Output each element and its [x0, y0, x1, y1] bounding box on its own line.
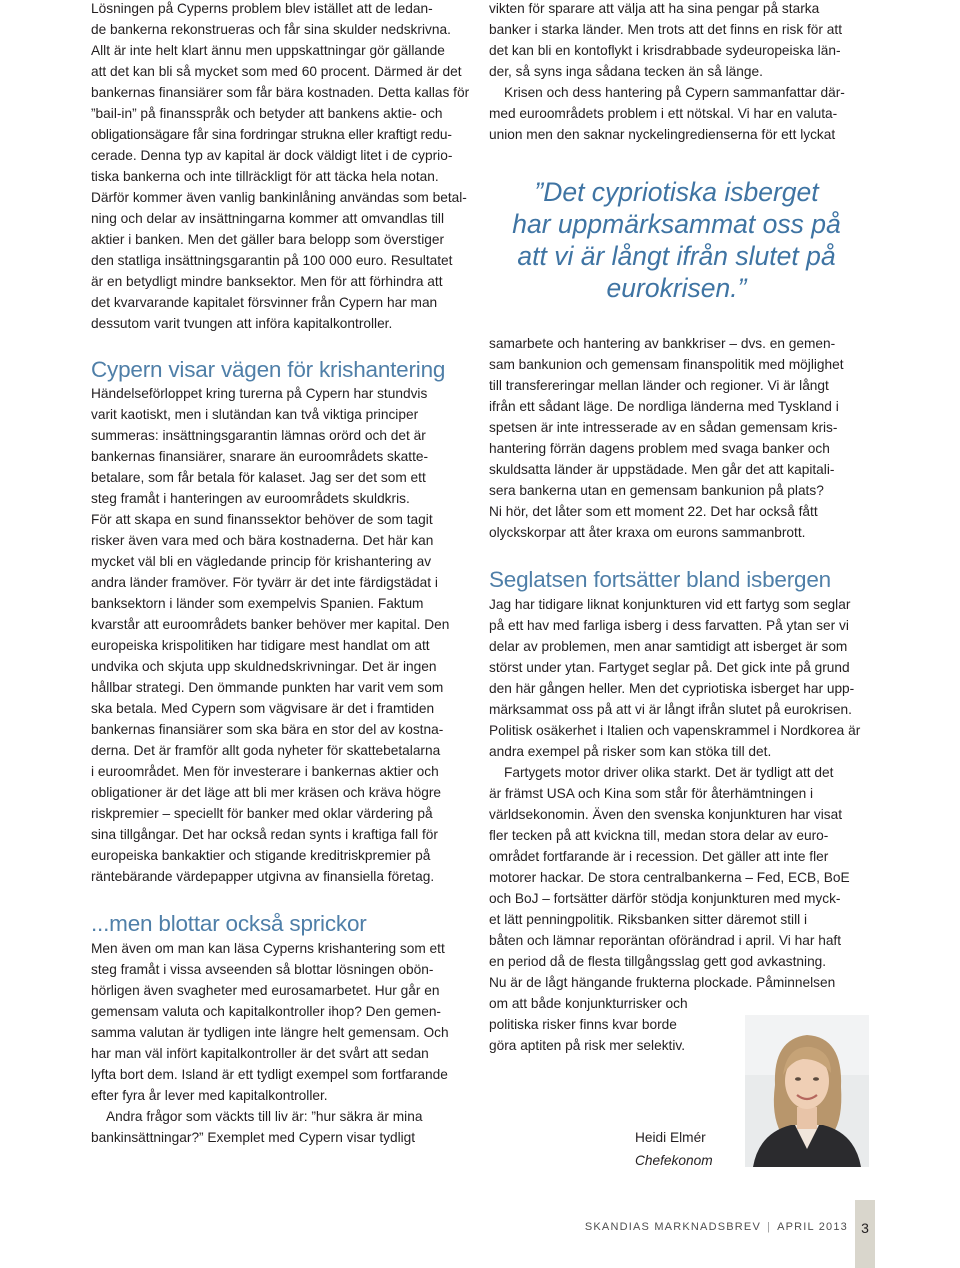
text-line: sam bankunion och gemensam finanspolitik med möjlighet [489, 357, 844, 372]
text-line: med euroområdets problem i ett nötskal. Vi har en valuta- [489, 106, 838, 121]
text-line: göra aptiten på risk mer selektiv. [489, 1038, 686, 1053]
signature-title: Chefekonom [635, 1153, 713, 1168]
text-line: hörligen även svagheter med eurosamarbetet. Hur går en [91, 983, 440, 998]
page-footer [580, 1221, 848, 1233]
text-line: Därför kommer även vanlig bankinlåning användas som betal- [91, 190, 467, 205]
text-line: mycket väl bli en vägledande princip för krishantering av [91, 554, 432, 569]
text-line: bankernas finansiärer som får bära kostnaden. Detta kallas för [91, 85, 470, 100]
text-line: steg framåt i vissa avseenden så blottar lösningen obön- [91, 962, 434, 977]
text-line: hantering förrän dagens problem med svaga banker och [489, 441, 830, 456]
text-line: derna. Det är framför allt goda nyheter för skattebetalarna [91, 743, 441, 758]
intro-paragraph [91, 0, 469, 334]
author-portrait-illustration [745, 1015, 869, 1167]
text-line: andra länder framöver. För tyvärr är det inte färdigstädat i [91, 575, 438, 590]
text-line: världsekonomin. Även den svenska konjunkturen har visat [489, 807, 843, 822]
text-line: der, så syns inga sådana tecken än så länge. [489, 64, 763, 79]
text-line: banksektorn i länder som exempelvis Spanien. Faktum [91, 596, 424, 611]
signature-name: Heidi Elmér [635, 1130, 706, 1145]
section-crisis-management-body [91, 383, 449, 887]
text-line: störst under ytan. Fartyget seglar på. Det gick inte på grund [489, 660, 850, 675]
text-line: obligationsägare får sina fordringar strukna eller kraftigt redu- [91, 127, 452, 142]
text-line: den här gången heller. Men det cypriotiska isberget har upp- [489, 681, 855, 696]
text-line: bankernas finansiärer, snarare än euroområdets skatte- [91, 449, 429, 464]
text-line: aktier i banken. Men det gäller bara belopp som överstiger [91, 232, 445, 247]
text-line: obligationer är det läge att bli mer kräsen och kräva högre [91, 785, 441, 800]
text-line: vikten för sparare att välja att ha sina pengar på starka [489, 1, 820, 16]
text-line: ning och delar av insättningarna kommer att omvandlas till [91, 211, 445, 226]
text-line: Andra frågor som väckts till liv är: ”hur säkra är mina [106, 1109, 423, 1124]
text-line: delar av problemen, men anar samtidigt att isberget är som [489, 639, 848, 654]
text-line: Lösningen på Cyperns problem blev istället att de ledan- [91, 1, 433, 16]
text-line: Politisk osäkerhet i Italien och vapenskrammel i Nordkorea är [489, 723, 861, 738]
text-line: samarbete och hantering av bankkriser – dvs. en gemen- [489, 336, 836, 351]
text-line: hållbar strategi. Den ömmande punkten har varit vem som [91, 680, 444, 695]
text-line: ifrån ett sådant läge. De nordliga länderna med Tyskland i [489, 399, 839, 414]
text-line: Fartygets motor driver olika starkt. Det är tydligt att det [504, 765, 834, 780]
text-line: Nu är de lågt hängande frukterna plockade. Påminnelsen [489, 975, 836, 990]
text-line: gemensam valuta och kapitalkontroller ihop? Den gemen- [91, 1004, 441, 1019]
section-heading-voyage: Seglatsen fortsätter bland isbergen [489, 567, 831, 592]
text-line: steg framåt i hanteringen av euroområdets skuldkris. [91, 491, 410, 506]
section-voyage-body [489, 594, 860, 1056]
text-line: varit kaotiskt, men i slutändan kan två viktiga principer [91, 407, 419, 422]
text-line: olyckskorpar att åter kraxa om eurons sammanbrott. [489, 525, 806, 540]
text-line: Krisen och dess hantering på Cypern sammanfattar där- [504, 85, 845, 100]
text-line: lyfta bort dem. Island är ett tydligt exempel som fortfarande [91, 1067, 448, 1082]
text-line: om att både konjunkturrisker och [489, 996, 688, 1011]
text-line: riskpremier – speciellt för banker med oklar värdering på [91, 806, 433, 821]
pull-quote-line: eurokrisen.” [606, 273, 747, 303]
issue-date: APRIL 2013 [777, 1221, 848, 1233]
author-photo [745, 1015, 869, 1167]
text-line: motorer hackar. De stora centralbankerna – Fed, ECB, BoE [489, 870, 850, 885]
right-mid-paragraph [489, 333, 844, 543]
text-line: ”bail-in” på finansspråk och betyder att bankens aktie- och [91, 106, 443, 121]
text-line: har man väl infört kapitalkontroller är det svårt att sedan [91, 1046, 429, 1061]
pull-quote-line: ”Det cypriotiska isberget [534, 177, 819, 207]
text-line: et lätt penningpolitik. Riksbanken sitter däremot still i [489, 912, 808, 927]
text-line: båten och lämnar reporäntan oförändrad i april. Vi har haft [489, 933, 842, 948]
text-line: Händelseförloppet kring turerna på Cypern har stundvis [91, 386, 428, 401]
text-line: sera bankerna utan en gemensam bankunion på plats? [489, 483, 824, 498]
text-line: Men även om man kan läsa Cyperns krishantering som ett [91, 941, 445, 956]
text-line: summeras: insättningsgarantin lämnas orörd och det är [91, 428, 426, 443]
page-number: 3 [861, 1220, 869, 1236]
text-line: union men den saknar nyckelingredienserna för ett lyckat [489, 127, 836, 142]
text-line: det kvarvarande kapitalet försvinner från Cypern har man [91, 295, 438, 310]
text-line: räntebärande värdepapper utgivna av finansiella företag. [91, 869, 435, 884]
pull-quote-line: att vi är långt ifrån slutet på [517, 241, 836, 271]
text-line: politiska risker finns kvar borde [489, 1017, 677, 1032]
footer-separator: | [767, 1221, 772, 1233]
text-line: betalare, som får betala för kalaset. Jag ser det som ett [91, 470, 426, 485]
text-line: ska betala. Med Cypern som vägvisare är det i framtiden [91, 701, 435, 716]
right-top-paragraph [489, 0, 845, 145]
text-line: undvika och skjuta upp skuldnedskrivningar. Det är ingen [91, 659, 437, 674]
text-line: skuldsatta länder är uppstädade. Men går det att kapitali- [489, 462, 835, 477]
text-line: bankernas finansiärer som ska bära en stor del av kostna- [91, 722, 444, 737]
text-line: märksammat oss på att vi är långt ifrån slutet på eurokrisen. [489, 702, 852, 717]
text-line: bankinsättningar?” Exemplet med Cypern visar tydligt [91, 1130, 416, 1145]
text-line: cerade. Denna typ av kapital är dock väldigt litet i de cyprio- [91, 148, 453, 163]
text-line: banker i starka länder. Men trots att det finns en risk för att [489, 22, 843, 37]
text-line: spetsen är inte intresserade av en sådan gemensam kris- [489, 420, 838, 435]
text-line: till transfereringar mellan länder och regioner. Vi är långt [489, 378, 829, 393]
text-line: och BoJ – fortsätter därför stödja konjunkturen med myck- [489, 891, 841, 906]
text-line: den statliga insättningsgarantin på 100 000 euro. Resultatet [91, 253, 453, 268]
text-line: Jag har tidigare liknat konjunkturen vid ett fartyg som seglar [489, 597, 851, 612]
text-line: För att skapa en sund finanssektor behöver de som tagit [91, 512, 433, 527]
text-line: en period då de flesta tillgångsslag gett god avkastning. [489, 954, 827, 969]
text-line: i euroområdet. Men för investerare i bankernas aktier och [91, 764, 439, 779]
text-line: efter fyra år lever med kapitalkontroller. [91, 1088, 328, 1103]
text-line: fler tecken på att kvickna till, medan stora delar av euro- [489, 828, 829, 843]
text-line: tiska bankerna och inte tillräckligt för att täcka hela notan. [91, 169, 439, 184]
text-line: dessutom varit tvungen att införa kapitalkontroller. [91, 316, 393, 331]
text-line: är en betydligt mindre banksektor. Men för att förhindra att [91, 274, 443, 289]
pull-quote [489, 176, 864, 304]
text-line: Allt är inte helt klart ännu men uppskattningar gör gällande [91, 43, 445, 58]
section-cracks-body [91, 938, 449, 1148]
text-line: kvarstår att euroområdets banker behöver mer kapital. Den [91, 617, 450, 632]
pull-quote-line: har uppmärksammat oss på [512, 209, 841, 239]
text-line: andra exempel på risker som kan stöka till det. [489, 744, 772, 759]
text-line: att det kan bli så mycket som med 60 procent. Därmed är det [91, 64, 462, 79]
section-heading-crisis-management: Cypern visar vägen för krishantering [91, 357, 446, 382]
text-line: är främst USA och Kina som står för återhämtningen i [489, 786, 814, 801]
text-line: det kan bli en kontoflykt i krisdrabbade sydeuropeiska län- [489, 43, 841, 58]
text-line: samma valutan är tydligen inte längre helt gemensam. Och [91, 1025, 449, 1040]
text-line: Ni hör, det låter som ett moment 22. Det har också fått [489, 504, 818, 519]
text-line: de bankerna rekonstrueras och får sina skulder nedskrivna. [91, 22, 451, 37]
text-line: sina tillgångar. Det har också redan synts i kraftiga fall för [91, 827, 438, 842]
text-line: området fortfarande är i recession. Det gäller att inte fler [489, 849, 829, 864]
section-heading-cracks: ...men blottar också sprickor [91, 911, 367, 936]
text-line: risker även vara med och bära kostnaderna. Det här kan [91, 533, 434, 548]
text-line: europeiska bankaktier och stigande kreditriskpremier på [91, 848, 431, 863]
text-line: på ett hav med farliga isberg i dess farvatten. På ytan ser vi [489, 618, 849, 633]
publication-name: SKANDIAS MARKNADSBREV [584, 1221, 762, 1233]
text-line: europeiska krispolitiken har tidigare mest handlat om att [91, 638, 430, 653]
